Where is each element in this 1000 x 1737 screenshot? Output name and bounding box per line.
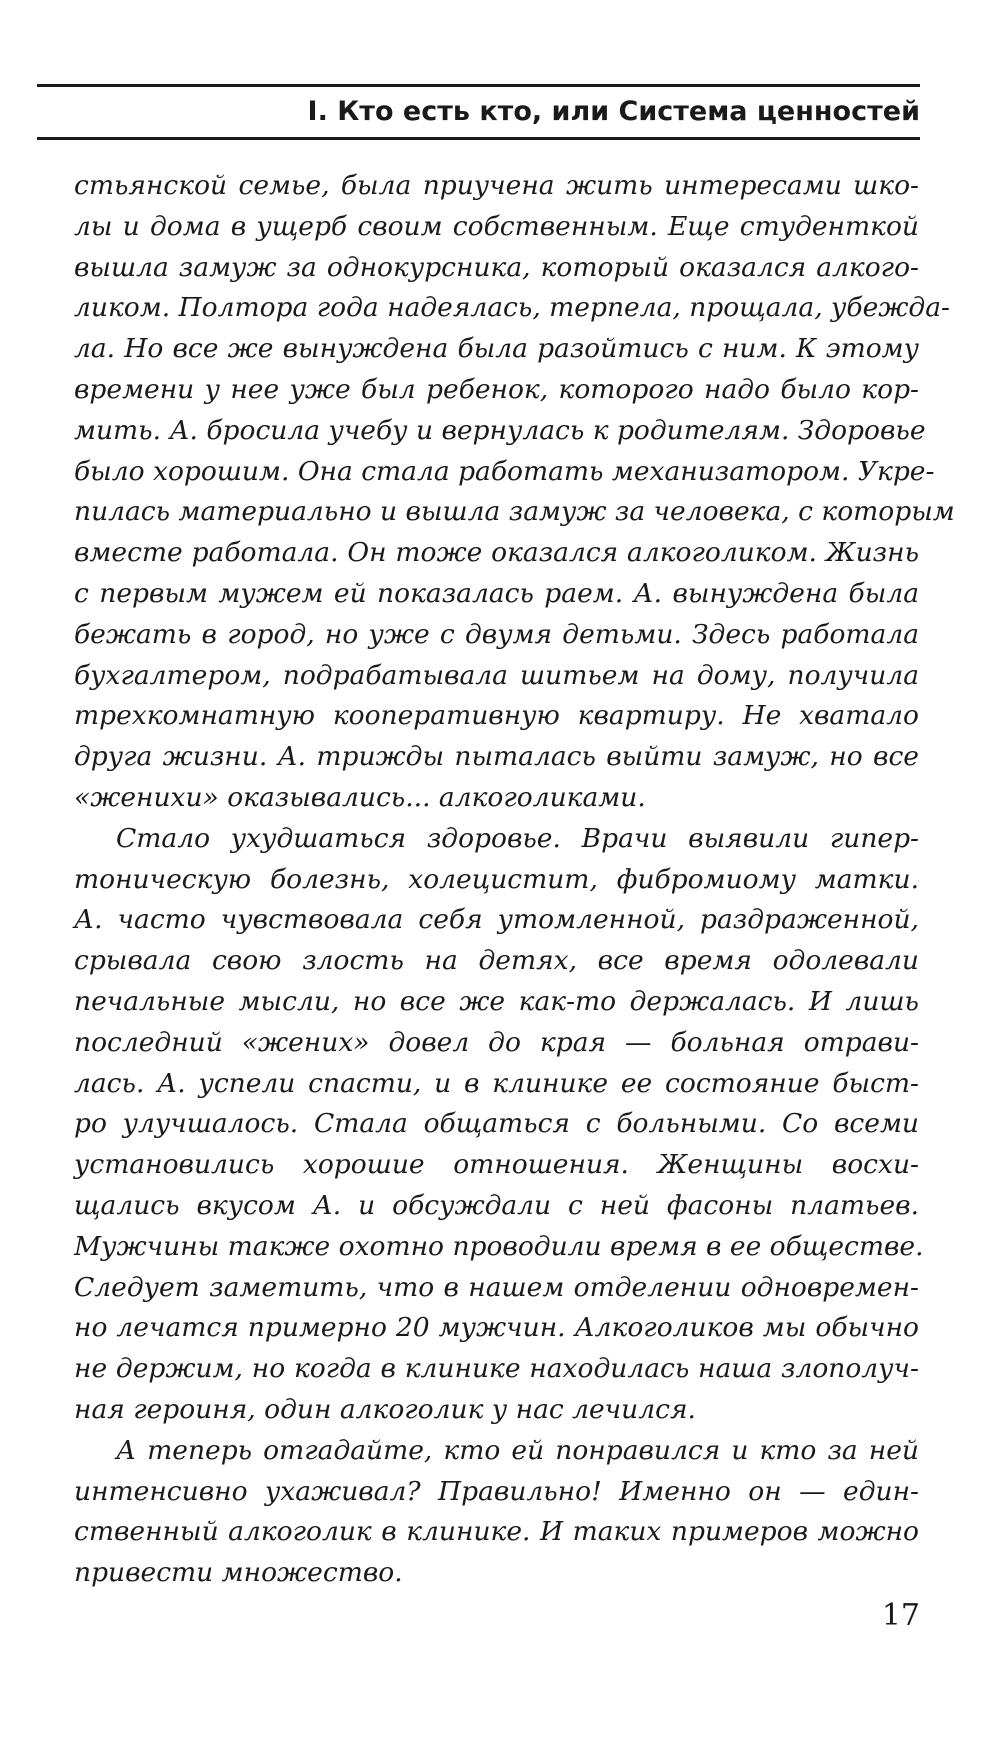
text-line: ная героиня, один алкоголик у нас лечился. [74,1393,696,1425]
text-line: ла. Но все же вынуждена была разойтись с ним. К этому [74,333,919,365]
text-line: бухгалтером, подрабатывала шитьем на дому, получила [74,659,919,691]
text-line: Мужчины также охотно проводили время в ее обществе. [74,1230,924,1262]
text-line: тоническую болезнь, холецистит, фибромиому матки. [74,863,919,895]
text-line: срывала свою злость на детях, все время одолевали [74,945,919,977]
text-line: ственный алкоголик в клинике. И таких примеров можно [74,1516,919,1548]
text-line: бежать в город, но уже с двумя детьми. Здесь работала [74,618,919,650]
text-line: печальные мысли, но все же как-то держалась. И лишь [74,985,919,1017]
text-line: «женихи» оказывались... алкоголиками. [74,781,646,813]
text-line: установились хорошие отношения. Женщины восхи- [74,1149,919,1181]
paragraph [74,166,955,819]
text-line: ликом. Полтора года надеялась, терпела, прощала, убежда- [74,292,950,324]
text-line: пилась материально и вышла замуж за человека, с которым [74,496,955,528]
text-line: последний «жених» довел до края — больная отрави- [74,1026,919,1058]
body-text [74,166,955,1594]
text-line: привести множество. [74,1557,403,1589]
text-line: щались вкусом А. и обсуждали с ней фасоны платьев. [74,1189,919,1221]
text-line: трехкомнатную кооперативную квартиру. Не хватало [74,700,919,732]
header-rule-top [37,84,920,87]
text-line: друга жизни. А. трижды пыталась выйти замуж, но все [74,741,919,773]
running-head-title: I. Кто есть кто, или Система ценностей [307,96,920,127]
text-line: А. часто чувствовала себя утомленной, раздраженной, [74,904,919,936]
paragraph [74,1431,919,1594]
page-number: 17 [881,1598,920,1633]
text-line: Следует заметить, что в нашем отделении одновремен- [74,1271,919,1303]
text-line: ро улучшалось. Стала общаться с больными. Со всеми [74,1108,919,1140]
text-line: А теперь отгадайте, кто ей понравился и кто за ней [116,1434,919,1466]
text-line: с первым мужем ей показалась раем. А. вынуждена была [74,577,919,609]
text-line: не держим, но когда в клинике находилась наша злополуч- [74,1353,919,1385]
text-line: лась. А. успели спасти, и в клинике ее состояние быст- [74,1067,919,1099]
text-line: было хорошим. Она стала работать механизатором. Укре- [74,455,935,487]
text-line: времени у нее уже был ребенок, которого надо было кор- [74,373,919,405]
text-line: стьянской семье, была приучена жить интересами шко- [74,170,919,201]
text-line: мить. А. бросила учебу и вернулась к родителям. Здоровье [74,414,926,446]
text-line: Стало ухудшаться здоровье. Врачи выявили гипер- [116,822,919,854]
header-rule-bottom [37,137,920,140]
text-line: вместе работала. Он тоже оказался алкоголиком. Жизнь [74,537,919,569]
text-line: лы и дома в ущерб своим собственным. Еще студенткой [74,210,919,242]
text-line: интенсивно ухаживал? Правильно! Именно он — един- [74,1475,919,1507]
text-line: вышла замуж за однокурсника, который оказался алкого- [74,251,919,283]
text-line: но лечатся примерно 20 мужчин. Алкоголиков мы обычно [74,1312,919,1344]
paragraph [74,819,924,1431]
